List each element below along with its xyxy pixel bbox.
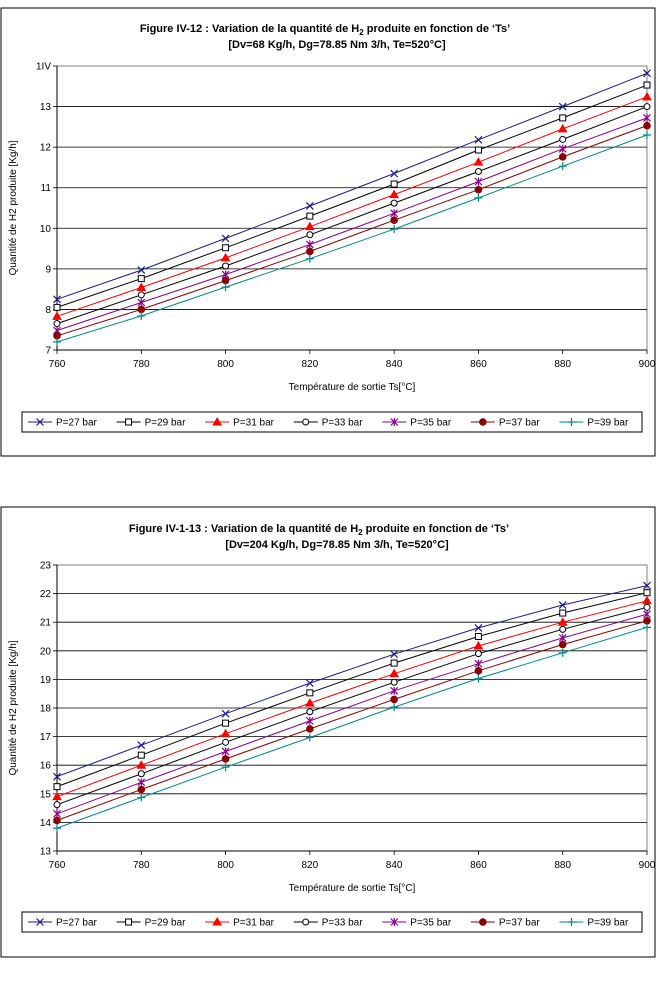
data-point — [54, 321, 60, 327]
y-tick-label: 14 — [39, 817, 51, 829]
y-tick-label: 10 — [39, 223, 51, 235]
y-tick-label: 21 — [39, 617, 51, 629]
data-point — [560, 610, 566, 616]
legend-marker — [303, 919, 309, 925]
data-point — [475, 186, 482, 193]
legend-label: P=27 bar — [56, 417, 97, 429]
legend-marker — [480, 919, 487, 926]
y-tick-label: 1IV — [35, 61, 51, 73]
y-tick-label: 23 — [39, 560, 51, 572]
legend — [22, 912, 642, 932]
x-tick-label: 760 — [48, 860, 66, 871]
data-point — [475, 634, 481, 640]
data-point — [475, 651, 481, 657]
legend-label: P=39 bar — [587, 917, 629, 929]
x-tick-label: 840 — [385, 359, 403, 370]
data-point — [138, 292, 144, 298]
chart-title-subscript: 2 — [358, 528, 363, 537]
legend-label: P=29 bar — [144, 917, 186, 929]
y-tick-label: 17 — [39, 732, 51, 744]
data-point — [54, 802, 60, 808]
chart-title — [129, 523, 509, 537]
legend-label: P=29 bar — [144, 417, 186, 429]
chart-iv-1-13 — [0, 500, 658, 960]
data-point — [307, 248, 314, 255]
data-point — [307, 726, 314, 733]
x-tick-label: 900 — [638, 860, 656, 871]
chart-subtitle: [Dv=68 Kg/h, Dg=78.85 Nm 3/h, Te=520°C] — [228, 39, 446, 51]
x-axis-label: Température de sortie Ts[°C] — [288, 382, 416, 393]
x-tick-label: 860 — [470, 359, 487, 370]
x-axis-label: Température de sortie Ts[°C] — [288, 883, 416, 894]
x-tick-label: 820 — [301, 860, 319, 871]
y-tick-label: 9 — [45, 264, 51, 276]
data-point — [138, 306, 145, 313]
data-point — [222, 277, 229, 284]
data-point — [475, 168, 481, 174]
y-tick-label: 20 — [39, 646, 51, 658]
x-tick-label: 840 — [385, 860, 403, 871]
legend-marker — [480, 419, 487, 426]
chart-title-subscript: 2 — [359, 28, 364, 37]
data-point — [644, 122, 651, 129]
y-tick-label: 12 — [39, 142, 51, 154]
data-point — [391, 660, 397, 666]
y-axis-label: Quantité de H2 produite [Kg/h] — [8, 140, 19, 276]
legend-label: P=35 bar — [410, 417, 452, 429]
y-tick-label: 7 — [45, 345, 51, 357]
data-point — [138, 752, 144, 758]
data-point — [223, 720, 229, 726]
legend-label: P=33 bar — [321, 917, 363, 929]
y-axis-label: Quantité de H2 produite [Kg/h] — [8, 640, 19, 776]
legend-marker — [126, 419, 132, 425]
data-point — [307, 690, 313, 696]
data-point — [307, 213, 313, 219]
data-point — [391, 696, 398, 703]
x-tick-label: 800 — [217, 860, 234, 871]
data-point — [223, 245, 229, 251]
chart-title — [140, 23, 510, 37]
x-tick-label: 880 — [554, 860, 572, 871]
data-point — [644, 82, 650, 88]
x-tick-label: 820 — [301, 359, 319, 370]
data-point — [222, 756, 229, 763]
y-tick-label: 13 — [39, 846, 51, 858]
legend-label: P=33 bar — [321, 417, 363, 429]
x-tick-label: 900 — [638, 359, 656, 370]
legend-label: P=27 bar — [56, 917, 97, 929]
x-tick-label: 800 — [217, 359, 234, 370]
y-tick-label: 19 — [39, 674, 51, 686]
x-tick-label: 880 — [554, 359, 572, 370]
data-point — [223, 739, 229, 745]
x-tick-label: 760 — [48, 359, 66, 370]
legend-label: P=35 bar — [410, 917, 452, 929]
y-tick-label: 22 — [39, 589, 51, 601]
legend-label: P=37 bar — [498, 917, 540, 929]
data-point — [307, 232, 313, 238]
data-point — [644, 617, 651, 624]
data-point — [559, 154, 566, 161]
data-point — [391, 181, 397, 187]
data-point — [54, 784, 60, 790]
chart-title-end: produite en fonction de ‘Ts’ — [363, 23, 511, 35]
x-tick-label: 780 — [132, 860, 150, 871]
chart-title-main: Figure IV-12 : Variation de la quantité de H — [139, 23, 360, 35]
data-point — [138, 276, 144, 282]
x-tick-label: 780 — [132, 359, 150, 370]
y-tick-label: 15 — [39, 789, 51, 801]
data-point — [560, 115, 566, 121]
data-point — [475, 147, 481, 153]
chart-title-end: produite en fonction de ‘Ts’ — [362, 523, 510, 535]
legend-label: P=39 bar — [587, 417, 629, 429]
legend-label: P=31 bar — [233, 417, 275, 429]
y-tick-label: 16 — [39, 760, 51, 772]
data-point — [54, 304, 60, 310]
legend — [22, 412, 642, 432]
data-point — [644, 590, 650, 596]
data-point — [644, 104, 650, 110]
data-point — [307, 709, 313, 715]
x-tick-label: 860 — [470, 860, 487, 871]
data-point — [54, 817, 61, 824]
data-point — [560, 626, 566, 632]
y-tick-label: 13 — [39, 102, 51, 114]
y-tick-label: 18 — [39, 703, 51, 715]
data-point — [391, 679, 397, 685]
legend-label: P=31 bar — [233, 917, 275, 929]
chart-iv-12 — [0, 0, 658, 460]
chart-title-main: Figure IV-1-13 : Variation de la quantité de H — [128, 523, 359, 535]
data-point — [559, 641, 566, 648]
legend-marker — [126, 919, 132, 925]
data-point — [138, 786, 145, 793]
data-point — [391, 217, 398, 224]
legend-label: P=37 bar — [498, 417, 540, 429]
chart-subtitle: [Dv=204 Kg/h, Dg=78.85 Nm 3/h, Te=520°C] — [225, 539, 449, 551]
data-point — [644, 604, 650, 610]
data-point — [223, 263, 229, 269]
y-tick-label: 11 — [40, 183, 51, 195]
y-tick-label: 8 — [45, 304, 51, 316]
legend-marker — [303, 419, 309, 425]
data-point — [138, 771, 144, 777]
data-point — [560, 136, 566, 142]
data-point — [391, 200, 397, 206]
data-point — [475, 668, 482, 675]
